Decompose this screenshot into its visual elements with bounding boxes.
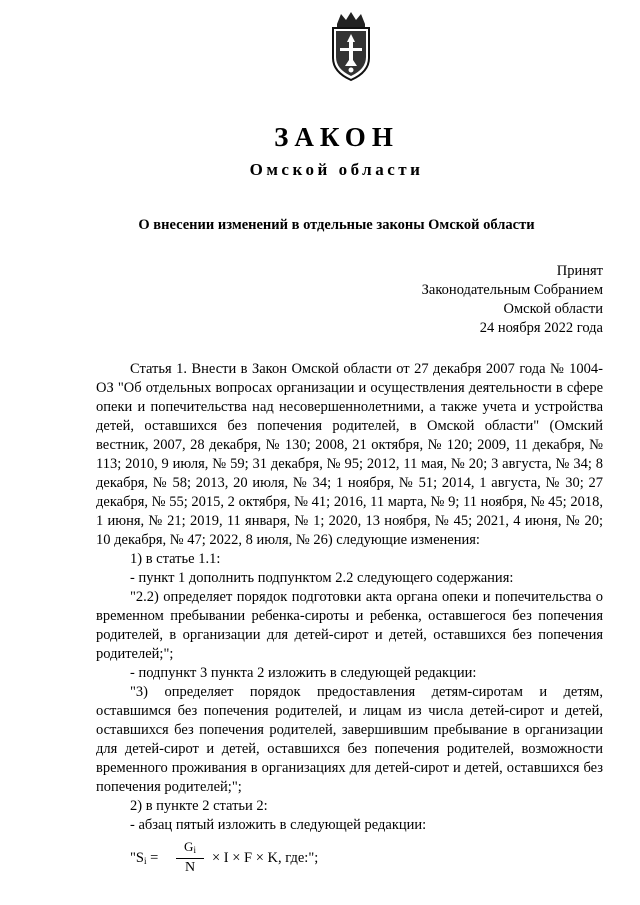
formula-denominator: N xyxy=(184,860,196,875)
formula xyxy=(96,839,603,873)
formula-lhs: "$S_i$ = xyxy=(130,850,159,866)
coat-of-arms-icon xyxy=(329,10,373,82)
list-item: - абзац пятый изложить в следующей редакции: xyxy=(130,817,427,833)
formula-fraction xyxy=(176,839,204,876)
list-item: - пункт 1 дополнить подпунктом 2.2 следующего содержания: xyxy=(130,570,514,586)
quoted-paragraph: "2.2) определяет порядок подготовки акта органа опеки и попечительства о временном пребывании ребенка-сироты и ребенка, оставшегося без попечения родителей, в организации для детей-сирот и детей, оставшихся без попечения родителей;"; xyxy=(96,589,603,662)
document-region: Омской области xyxy=(249,160,424,179)
list-item: - подпункт 3 пункта 2 изложить в следующей редакции: xyxy=(130,665,477,681)
adoption-date: 24 ноября 2022 года xyxy=(479,320,603,336)
adoption-line: Законодательным Собранием xyxy=(421,282,603,298)
adoption-line: Омской области xyxy=(503,301,603,317)
document-body xyxy=(96,360,603,873)
document-subject: О внесении изменений в отдельные законы Омской области xyxy=(138,217,535,233)
formula-rhs: × I × F × K, где:"; xyxy=(212,850,319,866)
quoted-paragraph: "3) определяет порядок предоставления детям-сиротам и детям, оставшимся без попечения родителей, и лицам из числа детей-сирот и детей, оставшихся без попечения родителей, завершившим пребывание в организации для детей-сирот и детей, оставшихся без попечения родителей, возможности временного проживания в организациях для детей-сирот и детей, оставшихся без попечения родителей;"; xyxy=(96,684,603,795)
adoption-line: Принят xyxy=(556,263,603,279)
list-item: 2) в пункте 2 статьи 2: xyxy=(130,798,268,814)
adoption-block xyxy=(343,262,603,338)
formula-numerator: $G_i$ xyxy=(176,839,204,859)
list-item: 1) в статье 1.1: xyxy=(130,551,221,567)
document-title: ЗАКОН xyxy=(274,122,399,152)
article-paragraph: Статья 1. Внести в Закон Омской области от 27 декабря 2007 года № 1004-ОЗ "Об отдельных вопросах организации и осуществления деятельности в сфере опеки и попечительства над несовершеннолетними, а также учета и устройства детей, оставшихся без попечения родителей, в Омской области" (Омский вестник, 2007, 28 декабря, № 130; 2008, 21 октября, № 120; 2009, 11 декабря, № 113; 2010, 9 июля, № 59; 31 декабря, № 95; 2012, 11 мая, № 20; 3 августа, № 34; 8 декабря, № 58; 2013, 20 июля, № 34; 1 ноября, № 51; 2014, 1 августа, № 30; 27 декабря, № 55; 2015, 2 октября, № 41; 2016, 11 марта, № 9; 11 ноября, № 45; 2018, 1 июня, № 21; 2019, 11 января, № 1; 2020, 13 ноября, № 45; 2021, 4 июня, № 20; 10 декабря, № 47; 2022, 8 июля, № 26) следующие изменения: xyxy=(96,361,603,548)
